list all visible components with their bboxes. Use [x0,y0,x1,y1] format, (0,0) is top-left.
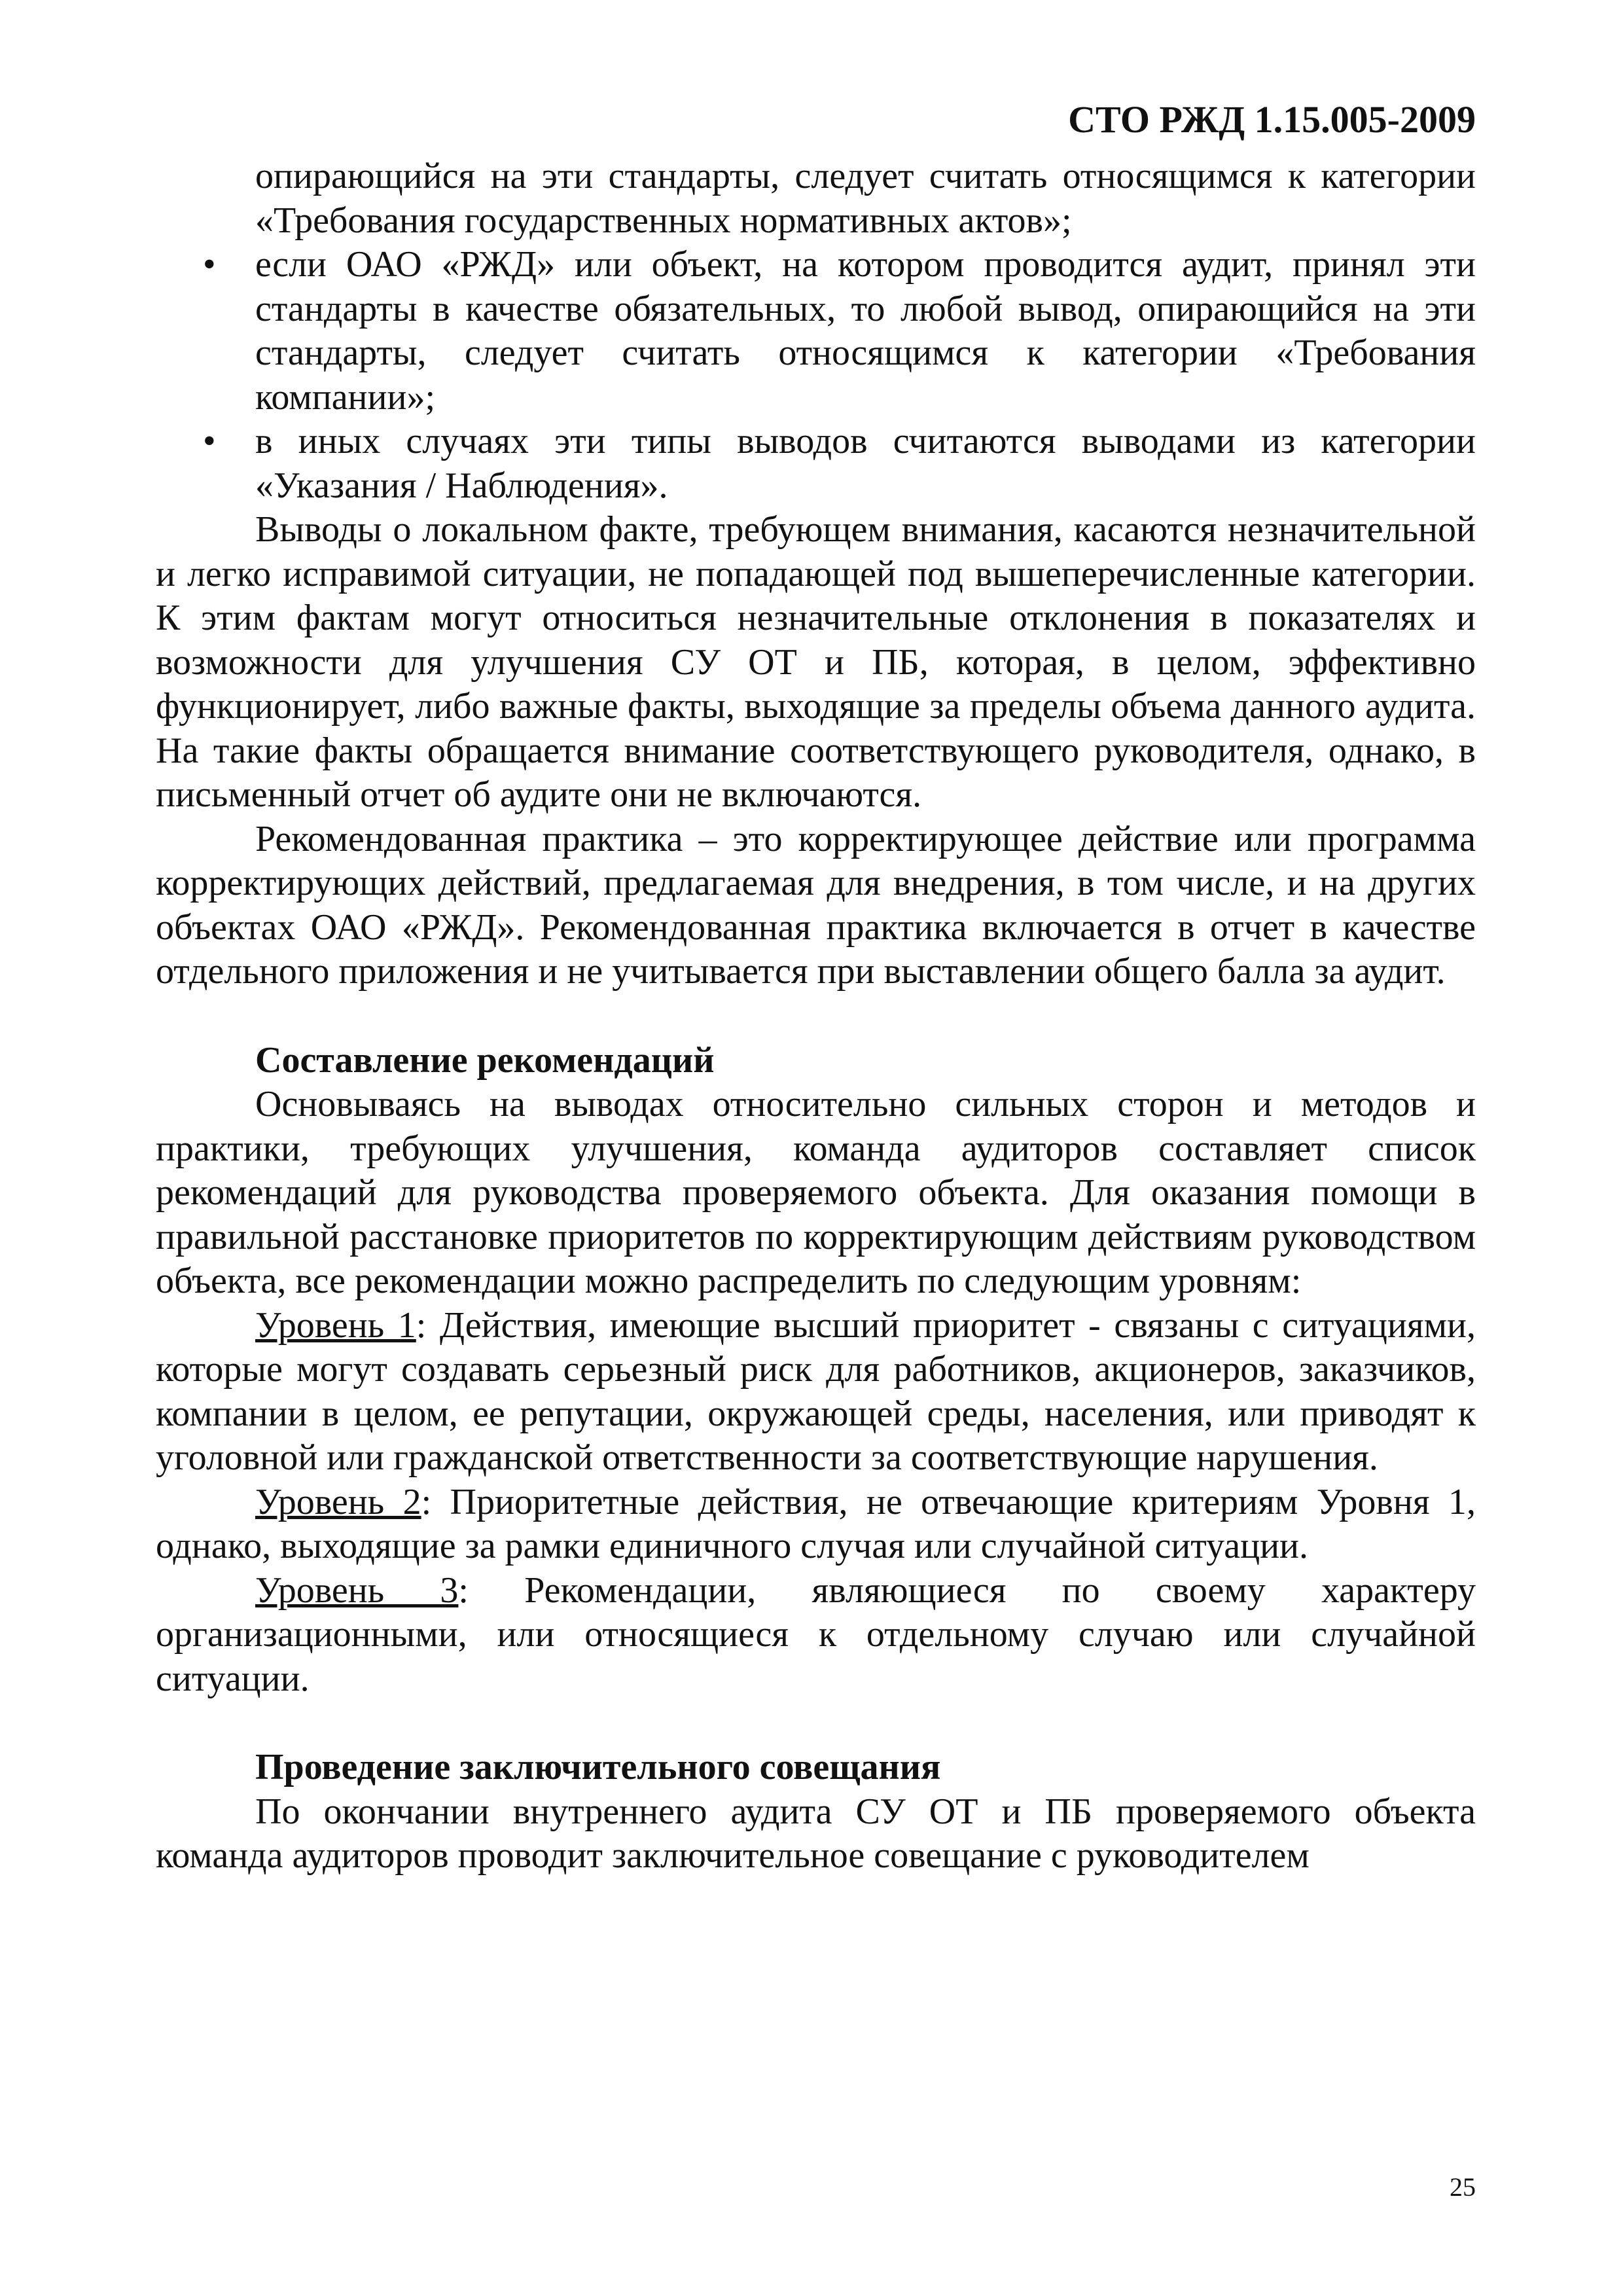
level-3-paragraph [156,1569,1476,1702]
bullet-icon: • [203,421,216,461]
level-3-text: : Рекомендации, являющиеся по своему характеру организационными, или относящиеся к отдельному случаю или случайной ситуации. [156,1570,1476,1699]
paragraph-final-meeting: По окончании внутреннего аудита СУ ОТ и ПБ проверяемого объекта команда аудиторов проводит заключительное совещание с руководителем [156,1791,1476,1876]
bullet-text: если ОАО «РЖД» или объект, на котором проводится аудит, принял эти стандарты в качестве обязательных, то любой вывод, опирающийся на эти стандарты, следует считать относящимся к категории «Требования компании»; [255,244,1476,418]
paragraph-recommended-practice: Рекомендованная практика – это корректирующее действие или программа корректирующих действий, предлагаемая для внедрения, в том числе, и на других объектах ОАО «РЖД». Рекомендованная практика включается в отчет в качестве отдельного приложения и не учитывается при выставлении общего балла за аудит. [156,818,1476,992]
page-body [156,154,1476,1878]
page-number: 25 [1450,2172,1476,2202]
level-1-text: : Действия, имеющие высший приоритет - связаны с ситуациями, которые могут создавать серьезный риск для работников, акционеров, заказчиков, компании в целом, ее репутации, окружающей среды, населения, или приводят к уголовной или гражданской ответственности за соответствующие нарушения. [156,1304,1476,1478]
document-code-header: СТО РЖД 1.15.005-2009 [1068,98,1476,141]
level-2-label: Уровень 2 [255,1481,421,1522]
continued-paragraph: опирающийся на эти стандарты, следует считать относящимся к категории «Требования государственных нормативных актов»; [255,156,1476,241]
bullet-item-observations [156,420,1476,508]
paragraph-local-facts: Выводы о локальном факте, требующем внимания, касаются незначительной и легко исправимой ситуации, не попадающей под вышеперечисленные категории. К этим фактам могут относиться незначительные отклонения в показателях и возможности для улучшения СУ ОТ и ПБ, которая, в целом, эффективно функционирует, либо важные факты, выходящие за пределы объема данного аудита. На такие факты обращается внимание соответствующего руководителя, однако, в письменный отчет об аудите они не включаются. [156,509,1476,815]
bullet-item-company-requirements [156,243,1476,420]
level-2-text: : Приоритетные действия, не отвечающие критериям Уровня 1, однако, выходящие за рамки единичного случая или случайной ситуации. [156,1481,1476,1566]
level-1-label: Уровень 1 [255,1304,416,1346]
level-3-label: Уровень 3 [255,1570,459,1611]
section-heading-recommendations: Составление рекомендаций [255,1039,715,1081]
level-2-paragraph [156,1480,1476,1569]
level-1-paragraph [156,1304,1476,1480]
paragraph-recommendations: Основываясь на выводах относительно сильных сторон и методов и практики, требующих улучшения, команда аудиторов составляет список рекомендаций для руководства проверяемого объекта. Для оказания помощи в правильной расстановке приоритетов по корректирующим действиям руководством объекта, все рекомендации можно распределить по следующим уровням: [156,1084,1476,1301]
section-heading-final-meeting: Проведение заключительного совещания [255,1747,941,1787]
bullet-icon: • [203,244,216,285]
bullet-text: в иных случаях эти типы выводов считаются выводами из категории «Указания / Наблюдения». [255,421,1476,506]
